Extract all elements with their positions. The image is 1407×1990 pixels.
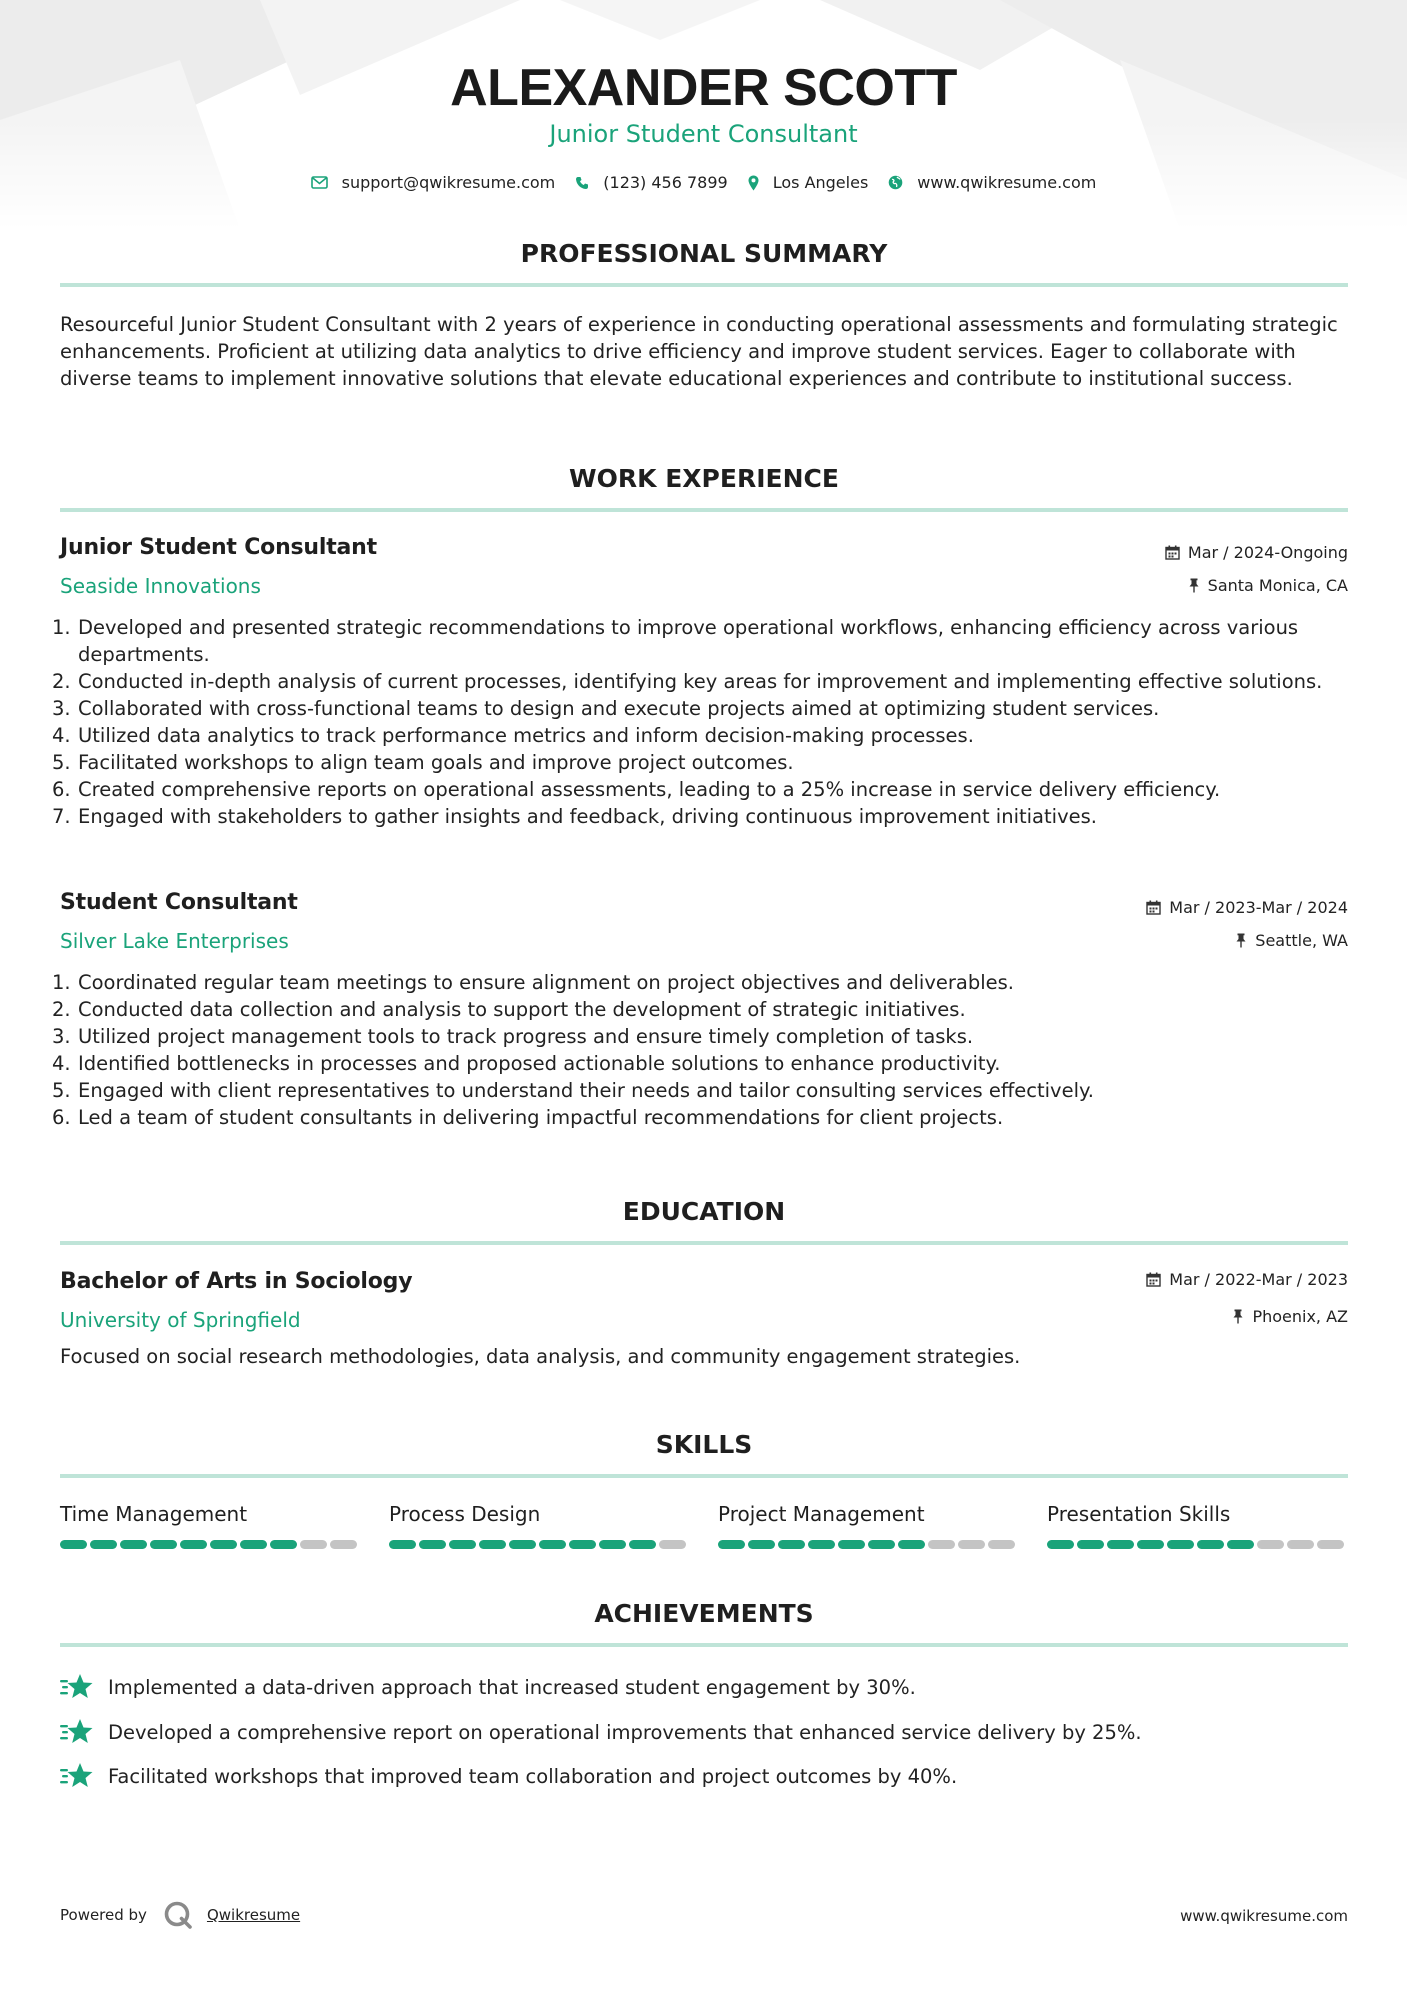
skill-item [60,1502,360,1549]
skill-rating-segment-filled [748,1540,775,1549]
footer-powered-by [60,1900,300,1930]
education-date-text: Mar / 2022-Mar / 2023 [1169,1270,1348,1289]
skill-rating-bar [1047,1540,1347,1549]
job-title: Junior Student Consultant [60,535,377,560]
education-description: Focused on social research methodologies, data analysis, and community engagement strategies. [60,1345,1021,1368]
skill-rating-segment-filled [778,1540,805,1549]
envelope-icon [311,176,328,189]
list-item: 6. Led a team of student consultants in delivering impactful recommendations for client projects. [52,1106,1004,1129]
job-date [1146,898,1348,917]
education-divider [60,1241,1348,1245]
list-item: 6. Created comprehensive reports on operational assessments, leading to a 25% increase in service delivery efficiency. [52,778,1221,801]
school-name: University of Springfield [60,1308,301,1332]
skill-rating-segment-filled [449,1540,476,1549]
education-heading: EDUCATION [622,1197,786,1226]
skill-rating-segment-filled [509,1540,536,1549]
skill-rating-segment-filled [60,1540,87,1549]
calendar-icon [1165,545,1180,560]
skills-heading: SKILLS [655,1430,753,1459]
skill-rating-segment-filled [240,1540,267,1549]
calendar-icon [1146,900,1161,915]
skill-rating-segment-empty [928,1540,955,1549]
degree-title: Bachelor of Arts in Sociology [60,1269,413,1294]
powered-by-label: Powered by [60,1906,147,1924]
job-date-text: Mar / 2023-Mar / 2024 [1169,898,1348,917]
list-item: 3. Collaborated with cross-functional teams to design and execute projects aimed at optimizing student services. [52,697,1160,720]
skill-item [1047,1502,1347,1549]
list-item: 1. Coordinated regular team meetings to ensure alignment on project objectives and deliverables. [52,971,1014,994]
job-location-text: Seattle, WA [1255,931,1348,950]
pushpin-icon [1188,578,1200,593]
map-pin-icon [748,175,759,191]
achievement-item: Facilitated workshops that improved team collaboration and project outcomes by 40%. [60,1762,957,1790]
skill-rating-bar [60,1540,360,1549]
education-location [1232,1307,1348,1326]
list-item: 5. Engaged with client representatives to understand their needs and tailor consulting services effectively. [52,1079,1094,1102]
skill-name: Project Management [718,1502,925,1526]
job-bullet-list [52,969,1352,1131]
job-location-text: Santa Monica, CA [1207,576,1348,595]
skill-rating-segment-filled [599,1540,626,1549]
contact-phone[interactable] [575,173,727,192]
list-item: 2. Conducted data collection and analysis to support the development of strategic initiatives. [52,998,966,1021]
achievement-item: Developed a comprehensive report on operational improvements that enhanced service delivery by 25%. [60,1718,1142,1746]
contact-location-text: Los Angeles [772,173,869,192]
skill-rating-segment-filled [1077,1540,1104,1549]
skill-name: Time Management [60,1502,248,1526]
qwikresume-link[interactable]: Qwikresume [206,1906,301,1924]
skill-item [718,1502,1018,1549]
skill-rating-segment-empty [988,1540,1015,1549]
skill-rating-segment-empty [659,1540,686,1549]
skill-rating-segment-filled [898,1540,925,1549]
skill-item [389,1502,689,1549]
skill-rating-segment-filled [120,1540,147,1549]
contact-bar [0,173,1407,192]
skill-name: Presentation Skills [1047,1502,1231,1526]
skill-rating-segment-filled [150,1540,177,1549]
qwikresume-logo-icon [163,1900,193,1930]
skill-rating-bar [389,1540,689,1549]
job-bullet-list [52,614,1352,830]
skill-rating-segment-filled [539,1540,566,1549]
education-location-text: Phoenix, AZ [1252,1307,1348,1326]
skill-rating-segment-empty [1287,1540,1314,1549]
skill-rating-segment-filled [718,1540,745,1549]
job-location [1235,931,1348,950]
contact-website[interactable] [888,173,1096,192]
job-date [1165,543,1348,562]
skill-rating-segment-filled [419,1540,446,1549]
skill-rating-segment-filled [1197,1540,1224,1549]
contact-email-text: support@qwikresume.com [341,173,556,192]
job-location [1188,576,1348,595]
list-item: 3. Utilized project management tools to track progress and ensure timely completion of tasks. [52,1025,974,1048]
contact-location [748,173,869,192]
skill-rating-segment-empty [1317,1540,1344,1549]
skill-rating-segment-empty [300,1540,327,1549]
skill-rating-segment-filled [479,1540,506,1549]
skill-rating-segment-filled [1137,1540,1164,1549]
list-item: 4. Utilized data analytics to track performance metrics and inform decision-making processes. [52,724,974,747]
list-item: 4. Identified bottlenecks in processes and proposed actionable solutions to enhance productivity. [52,1052,1001,1075]
calendar-icon [1146,1272,1161,1287]
skill-name: Process Design [389,1502,541,1526]
globe-icon [888,175,903,190]
skill-rating-segment-filled [868,1540,895,1549]
candidate-name: ALEXANDER SCOTT [450,59,957,117]
skill-rating-segment-empty [1257,1540,1284,1549]
list-item: 7. Engaged with stakeholders to gather insights and feedback, driving continuous improvement initiatives. [52,805,1097,828]
experience-divider [60,508,1348,512]
contact-website-text: www.qwikresume.com [917,173,1097,192]
skill-rating-bar [718,1540,1018,1549]
summary-divider [60,283,1348,287]
skill-rating-segment-filled [569,1540,596,1549]
list-item: 5. Facilitated workshops to align team goals and improve project outcomes. [52,751,794,774]
star-badge-icon [60,1718,94,1746]
achievements-divider [60,1643,1348,1647]
job-company: Seaside Innovations [60,574,261,598]
skill-rating-segment-filled [1107,1540,1134,1549]
skill-rating-segment-filled [1167,1540,1194,1549]
candidate-title: Junior Student Consultant [549,120,858,148]
skill-rating-segment-filled [808,1540,835,1549]
skill-rating-segment-filled [270,1540,297,1549]
skill-rating-segment-filled [90,1540,117,1549]
skill-rating-segment-filled [1227,1540,1254,1549]
skill-rating-segment-empty [958,1540,985,1549]
list-item: 2. Conducted in-depth analysis of current processes, identifying key areas for improvement and implementing effective solutions. [52,670,1323,693]
skill-rating-segment-filled [210,1540,237,1549]
skill-rating-segment-filled [389,1540,416,1549]
skill-rating-segment-filled [838,1540,865,1549]
contact-phone-text: (123) 456 7899 [603,173,728,192]
contact-email[interactable] [311,173,556,192]
list-item: 1. Developed and presented strategic recommendations to improve operational workflows, enhancing efficiency across various departments. [52,616,1299,666]
summary-heading: PROFESSIONAL SUMMARY [520,239,888,268]
achievements-heading: ACHIEVEMENTS [594,1599,814,1628]
skill-rating-segment-filled [1047,1540,1074,1549]
experience-heading: WORK EXPERIENCE [569,464,839,493]
star-badge-icon [60,1673,94,1701]
skills-divider [60,1474,1348,1478]
job-title: Student Consultant [60,890,298,915]
skill-rating-segment-empty [330,1540,357,1549]
footer-website-link[interactable]: www.qwikresume.com [1180,1907,1348,1925]
phone-icon [575,176,589,190]
skill-rating-segment-filled [180,1540,207,1549]
star-badge-icon [60,1762,94,1790]
achievement-item: Implemented a data-driven approach that increased student engagement by 30%. [60,1673,916,1701]
job-date-text: Mar / 2024-Ongoing [1187,543,1348,562]
skill-rating-segment-filled [629,1540,656,1549]
pushpin-icon [1235,933,1247,948]
education-date [1146,1270,1348,1289]
pushpin-icon [1232,1309,1244,1324]
summary-text: Resourceful Junior Student Consultant with 2 years of experience in conducting operational assessments and formulating strategic enhancements. Proficient at utilizing data analytics to drive efficiency and improve student services. Eager to collaborate with diverse teams to implement innovative solutions that elevate educational experiences and contribute to institutional success. [60,313,1338,390]
job-company: Silver Lake Enterprises [60,929,289,953]
